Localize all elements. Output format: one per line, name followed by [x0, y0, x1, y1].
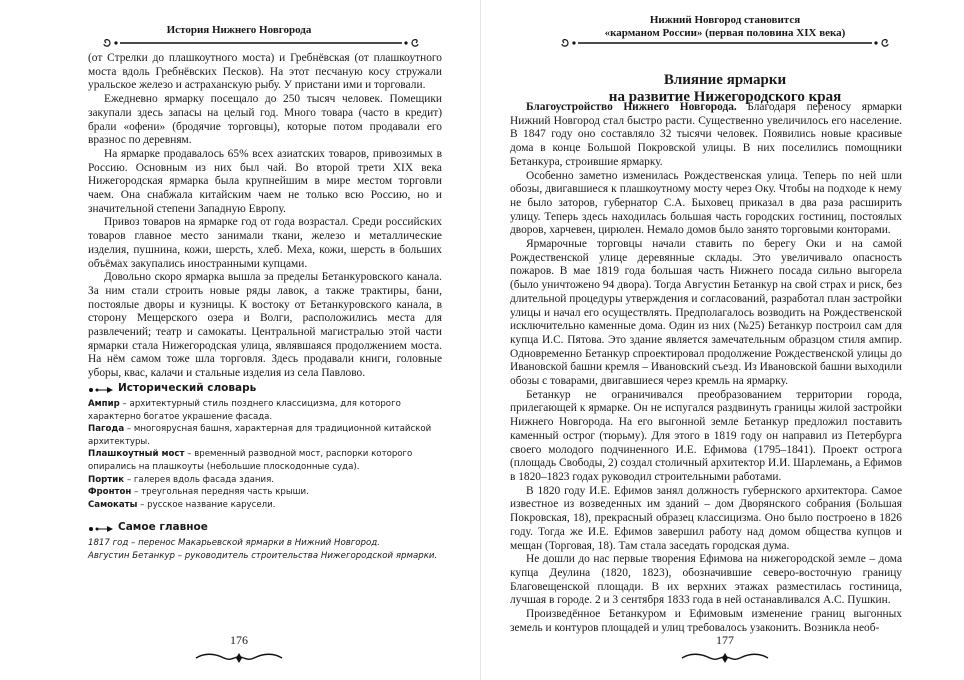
glossary-definition: – архитектурный стиль позднего классицизма, для которого характерно богатое украшение фасада. [88, 399, 401, 422]
glossary-term: Пагода [88, 424, 125, 435]
glossary-definition: – многоярусная башня, характерная для традиционной китайской архитектуры. [88, 424, 432, 447]
paragraph: Бетанкур не ограничивался преобразованием территории города, прилегающей к ярмарке. Он не испугался раздвинуть границы жилой застройки Нижнего Новгорода. На его выгонной земле Бетанкур предложил поставить каменный острог (тюрьму). Для этого в 1819 году он направил из Петербурга своего молодого подчиненного И.Е. Ефимова (1795–1841). Проект острога (площадь Свободы, 2) создал столичный архитектор И.И. Шарлемань, а Ефимов в 1820–1823 годах руководил строительными работами. [510, 388, 902, 483]
key-point: 1817 год – перенос Макарьевской ярмарки в Нижний Новгород. [88, 538, 380, 548]
page-number-right: 177 [716, 633, 734, 647]
right-page [486, 0, 964, 680]
glossary-term: Плашкоутный мост [88, 449, 185, 460]
paragraph: Ежедневно ярмарку посещало до 250 тысяч человек. Помещики закупали здесь запасы на целый год. Много товара (часто в кредит) брали «офени» (бродячие торговцы), которые потом продавали его вразнос по деревням. [88, 93, 442, 147]
glossary-entry [88, 499, 442, 512]
section-title-line2: на развитие Нижегородского края [608, 89, 842, 105]
paragraph: Особенно заметно изменилась Рождественская улица. Теперь по ней шли обозы, двигавшиеся к плашкоутному мосту через Оку. Чтобы на подходе к нему не было заторов, губернатор С.А. Быховец приказал в два раза расширить улицу. Теперь здесь находилась большая часть городских гостиниц, постоялых дворов, харчевен, цирюлен. Немало домов было занято торговыми конторами. [510, 169, 902, 237]
paragraph-text: Благодаря переносу ярмарки Нижний Новгород стал быстро расти. Существенно увеличилось его население. В 1847 году оно составляло 32 тысячи человек. Появились новые красивые дома в конце Большой Покровской улицы. В них поселились помощники Бетанкура, строившие ярмарку. [510, 101, 902, 168]
left-body-text [88, 52, 442, 381]
glossary-definition: – временный разводной мост, распорки которого опирались на плашкоуты (небольшие плоскодонные суда). [88, 449, 413, 472]
lead-heading: Благоустройство Нижнего Новгорода. [526, 101, 737, 113]
paragraph: Произведённое Бетанкуром и Ефимовым изменение границ выгонных земель и контуров площадей и улиц требовалось узаконить. Возникла необ- [510, 608, 902, 634]
arrow-ornament-icon [88, 523, 114, 531]
right-running-head-line1: Нижний Новгород становится [649, 14, 801, 26]
glossary-title-text: Исторический словарь [118, 382, 257, 394]
glossary-entry [88, 486, 442, 499]
glossary-definition: – треугольная передняя часть крыши. [131, 487, 309, 498]
key-point: Августин Бетанкур – руководитель строительства Нижегородской ярмарки. [88, 550, 438, 561]
paragraph: Привоз товаров на ярмарке год от года возрастал. Среди российских товаров главное место занимали ткани, железо и металлические изделия, пушнина, кожи, шерсть, хлеб. Меха, кожи, шерсть в больших объёмах закупались иностранными купцами. [88, 216, 442, 270]
glossary-term: Портик [88, 474, 125, 485]
arrow-ornament-icon [88, 384, 114, 392]
left-running-head [0, 10, 478, 50]
paragraph: На ярмарке продавалось 65% всех азиатских товаров, привозимых в Россию. Основным из них был чай. Во второй трети XIX века Нижегородская ярмарка была крупнейшим в мире местом торговли чаем. Она снабжала китайским чаем не только всю Россию, но и значительной степени Западную Европу. [88, 147, 442, 215]
left-page [0, 0, 478, 680]
glossary-term: Самокаты [88, 499, 138, 510]
glossary-term: Ампир [88, 399, 120, 409]
paragraph: В 1820 году И.Е. Ефимов занял должность губернского архитектора. Самое известное из возведенных им зданий – дом Дворянского собрания (Большая Покровская, 18), прекрасный образец классицизма. Оно было построено в 1826 году. Тогда же И.Е. Ефимов завершил работу над домом общества купцов и мещан (Торговая, 18). Там стала заседать городская дума. [510, 484, 902, 552]
glossary-title [88, 381, 442, 395]
glossary-entry [88, 474, 442, 487]
key-points [88, 520, 442, 562]
paragraph: Не дошли до нас первые творения Ефимова на нижегородской земле – дома купца Деулина (1820, 1823), обозначившие северо-восточную границу Благовещенской площади. В их верхних этажах разместилась гостиница, лучшая в городе. 2 и 3 сентября 1833 года в ней останавливался А.С. Пушкин. [510, 553, 902, 607]
footer-ornament [486, 651, 964, 665]
header-ornament-rule [558, 38, 892, 48]
glossary-entry [88, 398, 442, 423]
key-points-title [88, 520, 442, 534]
paragraph [510, 101, 902, 170]
paragraph: Довольно скоро ярмарка вышла за пределы Бетанкуровского канала. За ним стали строить новые ряды лавок, а также трактиры, бани, постоялые дворы и кузницы. К востоку от Бетанкуровского канала, в сторону Мещерского озера и Волги, расположились места для развлечений; театр и самокаты. Центральной магистралью этой части ярмарки стала Нижегородская улица, являвшаяся продолжением моста. На нём самом тоже шла торговля. Здесь продавали книги, головные уборы, квас, калачи и стальные изделия из села Павлово. [88, 271, 442, 380]
paragraph: Ярмарочные торговцы начали ставить по берегу Оки и на самой Рождественской улице деревянные склады. Это увеличивало опасность пожаров. В мае 1819 года большая часть Нижнего посада сильно выгорела (было уничтожено 94 двора). Тогда Августин Бетанкур на свой страх и риск, без длительной процедуры утверждения и согласований, разработал план застройки улицы и начал его осуществлять. Предполагалось возводить на Рождественской исключительно каменные дома. Один из них (№25) Бетанкур построил сам для купца И.С. Пятова. Это здание является замечательным образцом стиля ампир. Одновременно Бетанкур спроектировал продолжение Рождественской улицы до Ивановской башни кремля – Ивановский съезд. Из Ивановской башни выходили обозы с товарами, двигавшиеся через кремль на ярмарку. [510, 238, 902, 388]
glossary-term: Фронтон [88, 487, 132, 498]
glossary-definition: – галерея вдоль фасада здания. [124, 474, 275, 485]
section-title-line1: Влияние ярмарки [663, 72, 787, 88]
key-points-title-text: Самое главное [118, 521, 208, 533]
right-body-text [510, 101, 902, 635]
glossary-entry [88, 423, 442, 448]
glossary-entry [88, 448, 442, 473]
right-running-head [486, 10, 964, 50]
header-ornament-rule [100, 38, 422, 48]
book-spine [480, 0, 481, 680]
paragraph: (от Стрелки до плашкоутного моста) и Гребнёвская (от плашкоутного моста вдоль Гребнёвских Песков). На этот песчаную косу стружали уральское железо и астраханскую рыбу. У пристани ими и торговали. [88, 52, 442, 92]
left-running-head-text: История Нижнего Новгорода [166, 24, 312, 36]
historical-glossary [88, 381, 442, 511]
glossary-definition: – русское название карусели. [137, 499, 276, 510]
page-number-left: 176 [230, 633, 248, 647]
right-running-head-line2: «карманом России» (первая половина XIX века) [604, 27, 846, 39]
footer-ornament [0, 651, 478, 665]
